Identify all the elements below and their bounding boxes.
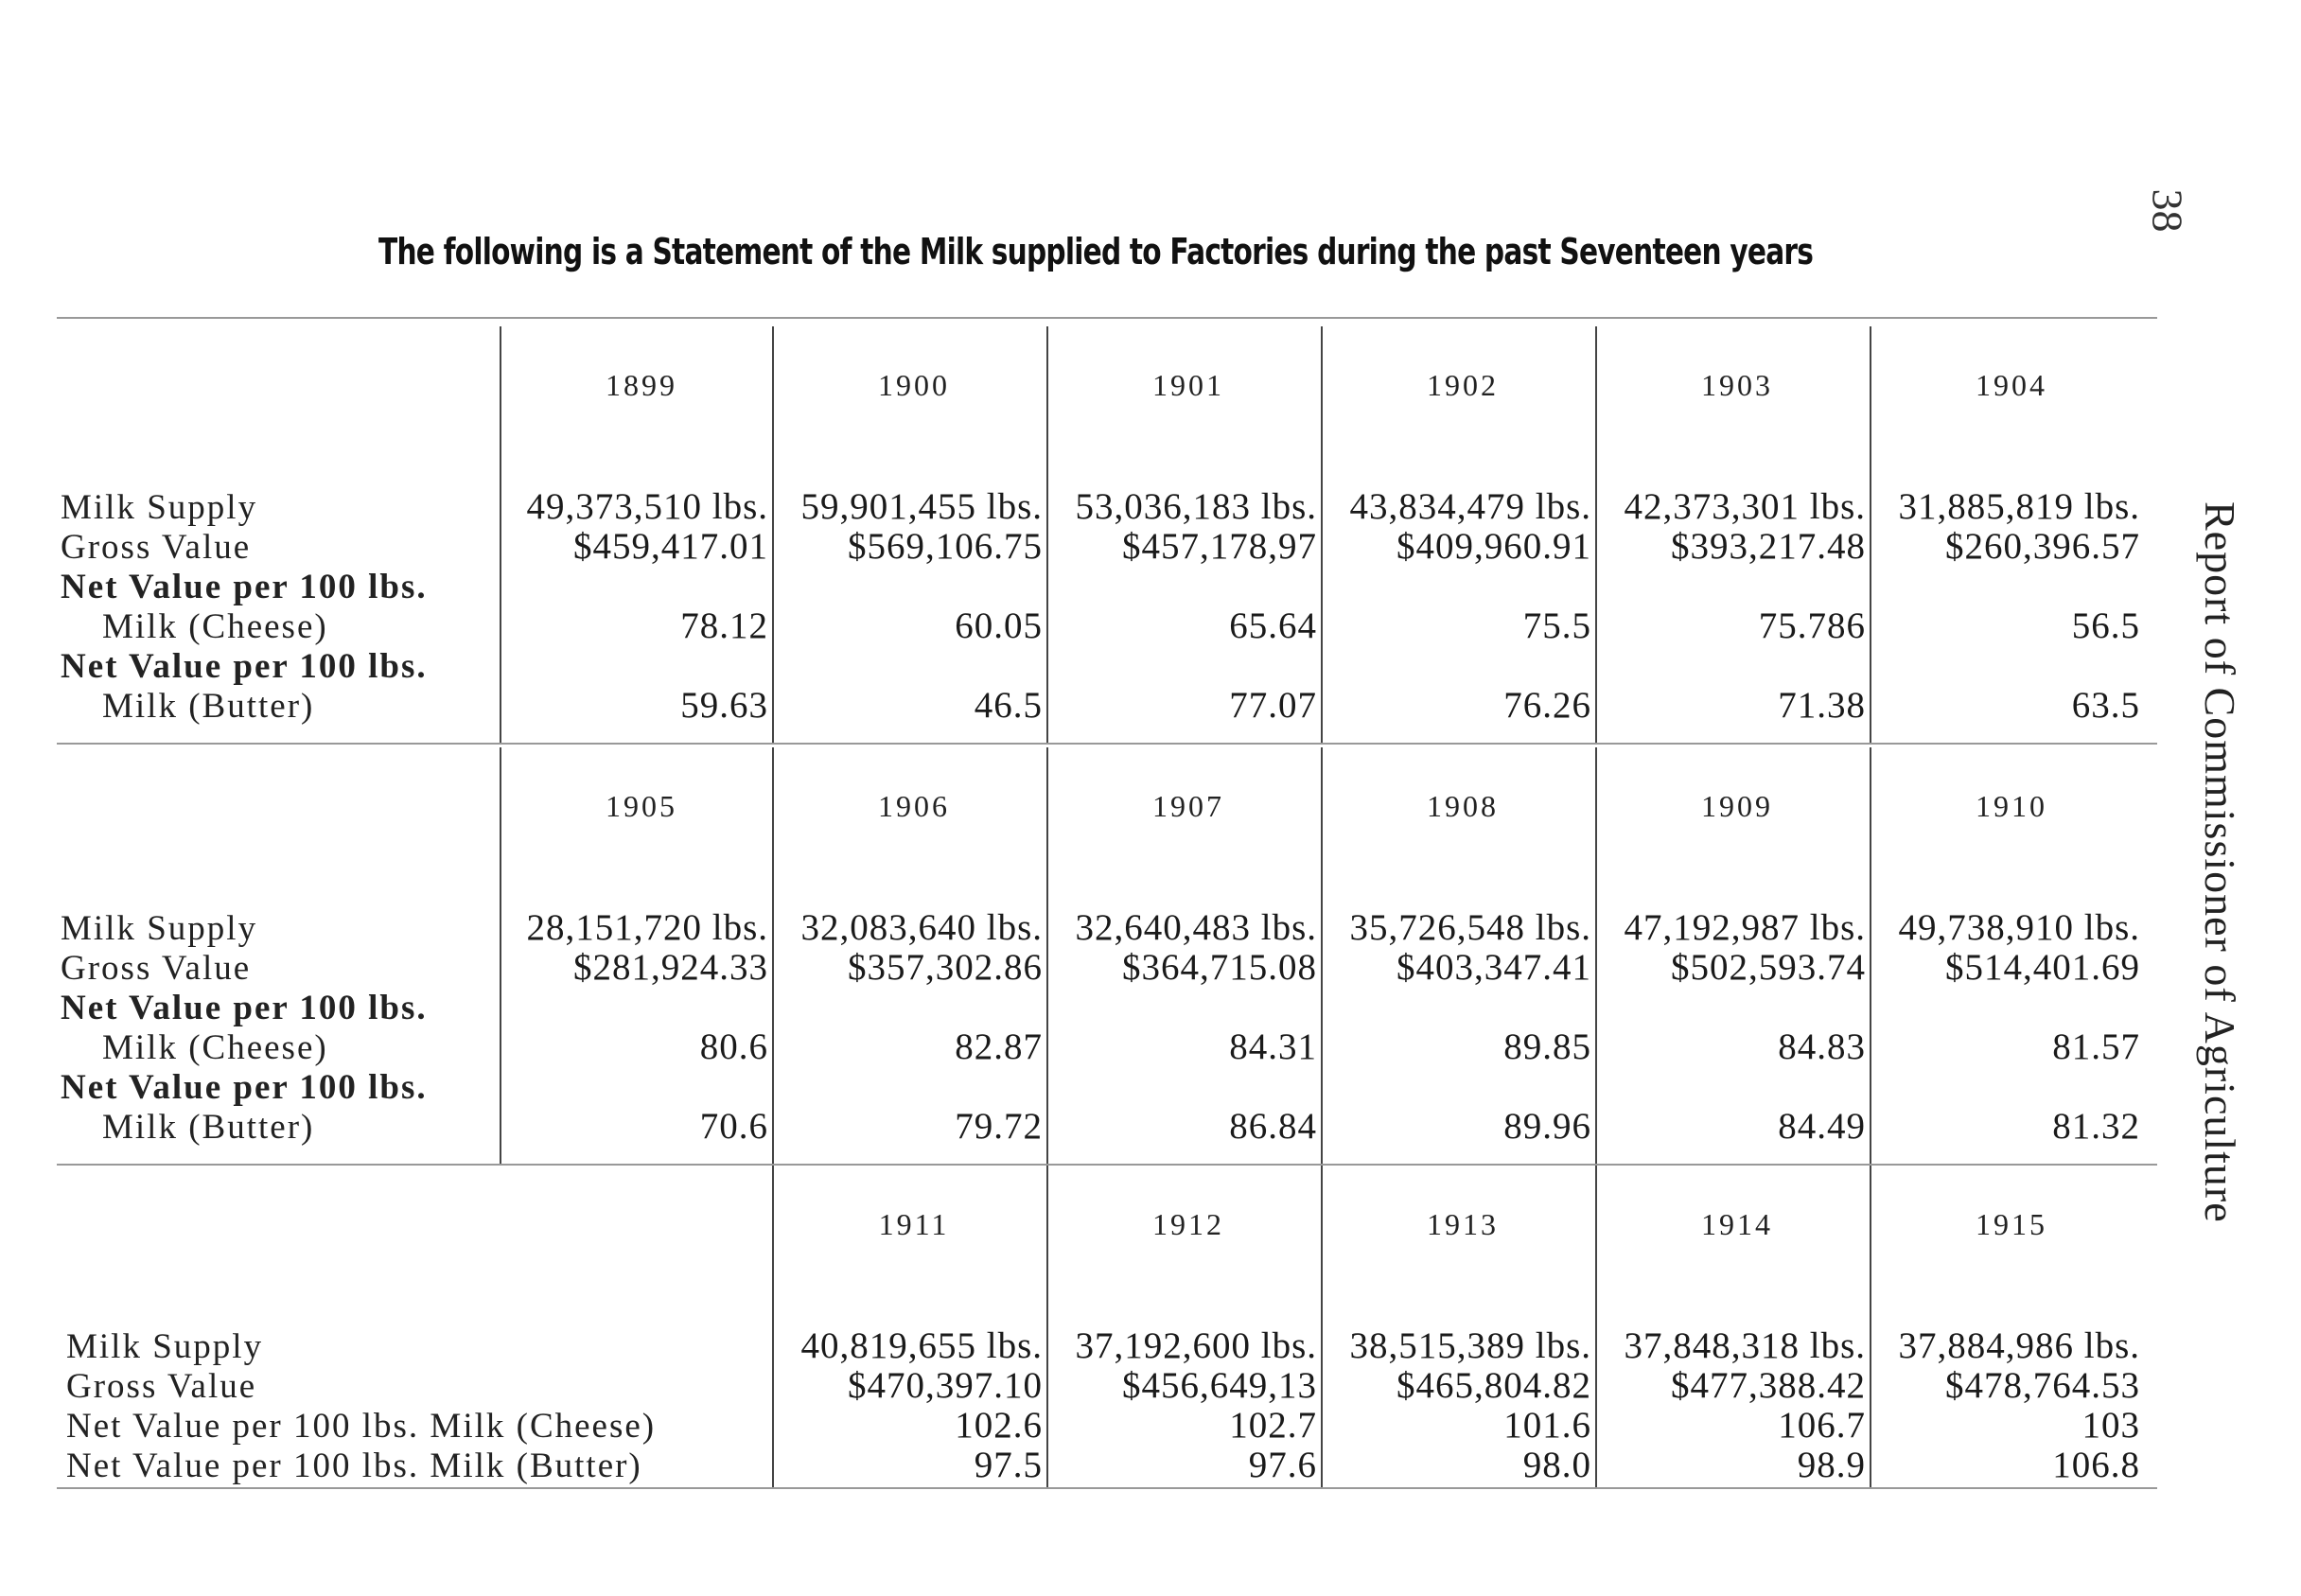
year-header: 1906 [878, 789, 950, 823]
column-divider [500, 326, 501, 743]
gross-value-cell: $357,302.86 [848, 947, 1043, 988]
net-value-cheese-cell: 101.6 [1503, 1405, 1591, 1446]
net-value-per-label: Net Value per 100 lbs. [61, 647, 428, 686]
gross-value-cell: $477,388.42 [1671, 1365, 1866, 1406]
milk-supply-cell: 49,738,910 lbs. [1898, 907, 2140, 948]
net-value-cheese-cell: 75.786 [1758, 605, 1866, 646]
net-value-cheese-cell: 102.6 [955, 1405, 1043, 1446]
milk-cheese-label: Milk (Cheese) [102, 607, 328, 646]
year-header: 1904 [1976, 368, 2047, 402]
gross-value-cell: $502,593.74 [1671, 947, 1866, 988]
milk-supply-cell: 43,834,479 lbs. [1349, 486, 1591, 527]
gross-value-cell: $393,217.48 [1671, 526, 1866, 567]
milk-supply-cell: 47,192,987 lbs. [1624, 907, 1866, 948]
net-value-cheese-cell: 89.85 [1503, 1026, 1591, 1067]
year-header: 1914 [1701, 1207, 1773, 1241]
net-value-butter-cell: 79.72 [955, 1106, 1043, 1147]
net-value-cheese-cell: 103 [2081, 1405, 2140, 1446]
net-value-butter-cell: 97.5 [974, 1445, 1043, 1485]
gross-value-cell: $465,804.82 [1396, 1365, 1591, 1406]
page-title: The following is a Statement of the Milk supplied to Factories during the past Seventeen years [378, 231, 1814, 272]
gross-value-cell: $281,924.33 [573, 947, 768, 988]
milk-butter-label: Milk (Butter) [102, 1108, 315, 1147]
milk-supply-cell: 42,373,301 lbs. [1624, 486, 1866, 527]
milk-supply-cell: 28,151,720 lbs. [526, 907, 768, 948]
milk-supply-cell: 40,819,655 lbs. [800, 1325, 1043, 1366]
net-value-butter-cell: 76.26 [1503, 685, 1591, 726]
row-divider [57, 1164, 2157, 1166]
gross-value-cell: $403,347.41 [1396, 947, 1591, 988]
gross-value-cell: $470,397.10 [848, 1365, 1043, 1406]
year-header: 1911 [878, 1207, 950, 1241]
gross-value-cell: $459,417.01 [573, 526, 768, 567]
gross-value-cell: $364,715.08 [1122, 947, 1317, 988]
milk-supply-cell: 37,884,986 lbs. [1898, 1325, 2140, 1366]
gross-value-cell: $514,401.69 [1945, 947, 2140, 988]
milk-supply-cell: 37,192,600 lbs. [1075, 1325, 1317, 1366]
net-value-butter-cell: 46.5 [974, 685, 1043, 726]
milk-butter-label: Milk (Butter) [102, 687, 315, 726]
year-header: 1903 [1701, 368, 1773, 402]
milk-cheese-label: Milk (Cheese) [102, 1028, 328, 1067]
year-header: 1907 [1152, 789, 1224, 823]
net-value-cheese-cell: 65.64 [1229, 605, 1317, 646]
net-value-butter-cell: 63.5 [2071, 685, 2140, 726]
row-divider [57, 1487, 2157, 1489]
net-value-cheese-cell: 80.6 [699, 1026, 768, 1067]
net-value-cheese-cell: 84.83 [1778, 1026, 1866, 1067]
net-value-butter-cell: 97.6 [1248, 1445, 1317, 1485]
net-value-butter-cell: 70.6 [699, 1106, 768, 1147]
year-header: 1901 [1152, 368, 1224, 402]
net-value-butter-cell: 81.32 [2052, 1106, 2140, 1147]
net-value-cheese-cell: 60.05 [955, 605, 1043, 646]
gross-value-cell: $457,178,97 [1122, 526, 1317, 567]
row-divider [57, 317, 2157, 319]
net-value-per-label: Net Value per 100 lbs. [61, 568, 428, 606]
milk-supply-cell: 38,515,389 lbs. [1349, 1325, 1591, 1366]
year-header: 1899 [606, 368, 677, 402]
net-value-cheese-cell: 102.7 [1229, 1405, 1317, 1446]
net-value-cheese-cell: 78.12 [680, 605, 768, 646]
gross-value-cell: $409,960.91 [1396, 526, 1591, 567]
year-header: 1909 [1701, 789, 1773, 823]
year-header: 1900 [878, 368, 950, 402]
net-value-cheese-label: Net Value per 100 lbs. Milk (Cheese) [66, 1407, 657, 1446]
milk-supply-cell: 49,373,510 lbs. [526, 486, 768, 527]
year-header: 1910 [1976, 789, 2047, 823]
net-value-per-label: Net Value per 100 lbs. [61, 1068, 428, 1107]
column-divider [500, 747, 501, 1164]
milk-supply-label: Milk Supply [66, 1327, 264, 1366]
year-header: 1908 [1427, 789, 1499, 823]
year-header: 1905 [606, 789, 677, 823]
milk-supply-cell: 37,848,318 lbs. [1624, 1325, 1866, 1366]
net-value-cheese-cell: 106.7 [1778, 1405, 1866, 1446]
net-value-cheese-cell: 84.31 [1229, 1026, 1317, 1067]
net-value-cheese-cell: 56.5 [2071, 605, 2140, 646]
gross-value-label: Gross Value [61, 528, 252, 567]
milk-supply-cell: 32,083,640 lbs. [800, 907, 1043, 948]
milk-supply-cell: 31,885,819 lbs. [1898, 486, 2140, 527]
net-value-cheese-cell: 81.57 [2052, 1026, 2140, 1067]
year-header: 1915 [1976, 1207, 2047, 1241]
net-value-butter-cell: 89.96 [1503, 1106, 1591, 1147]
gross-value-label: Gross Value [66, 1367, 257, 1406]
net-value-butter-cell: 106.8 [2052, 1445, 2140, 1485]
gross-value-cell: $478,764.53 [1945, 1365, 2140, 1406]
milk-supply-cell: 53,036,183 lbs. [1075, 486, 1317, 527]
net-value-per-label: Net Value per 100 lbs. [61, 989, 428, 1027]
gross-value-cell: $569,106.75 [848, 526, 1043, 567]
year-header: 1913 [1427, 1207, 1499, 1241]
milk-supply-cell: 32,640,483 lbs. [1075, 907, 1317, 948]
net-value-cheese-cell: 75.5 [1522, 605, 1591, 646]
page-number: 38 [2143, 188, 2192, 233]
milk-supply-label: Milk Supply [61, 488, 258, 527]
net-value-butter-cell: 98.0 [1522, 1445, 1591, 1485]
net-value-cheese-cell: 82.87 [955, 1026, 1043, 1067]
column-divider [772, 1166, 774, 1487]
net-value-butter-cell: 59.63 [680, 685, 768, 726]
milk-supply-cell: 35,726,548 lbs. [1349, 907, 1591, 948]
running-head: Report of Commissioner of Agriculture [2196, 501, 2244, 1223]
year-header: 1902 [1427, 368, 1499, 402]
gross-value-cell: $260,396.57 [1945, 526, 2140, 567]
net-value-butter-cell: 84.49 [1778, 1106, 1866, 1147]
net-value-butter-cell: 86.84 [1229, 1106, 1317, 1147]
net-value-butter-label: Net Value per 100 lbs. Milk (Butter) [66, 1447, 642, 1485]
gross-value-label: Gross Value [61, 949, 252, 988]
milk-supply-cell: 59,901,455 lbs. [800, 486, 1043, 527]
milk-supply-label: Milk Supply [61, 909, 258, 948]
net-value-butter-cell: 71.38 [1778, 685, 1866, 726]
year-header: 1912 [1152, 1207, 1224, 1241]
net-value-butter-cell: 98.9 [1797, 1445, 1866, 1485]
gross-value-cell: $456,649,13 [1122, 1365, 1317, 1406]
row-divider [57, 743, 2157, 745]
net-value-butter-cell: 77.07 [1229, 685, 1317, 726]
